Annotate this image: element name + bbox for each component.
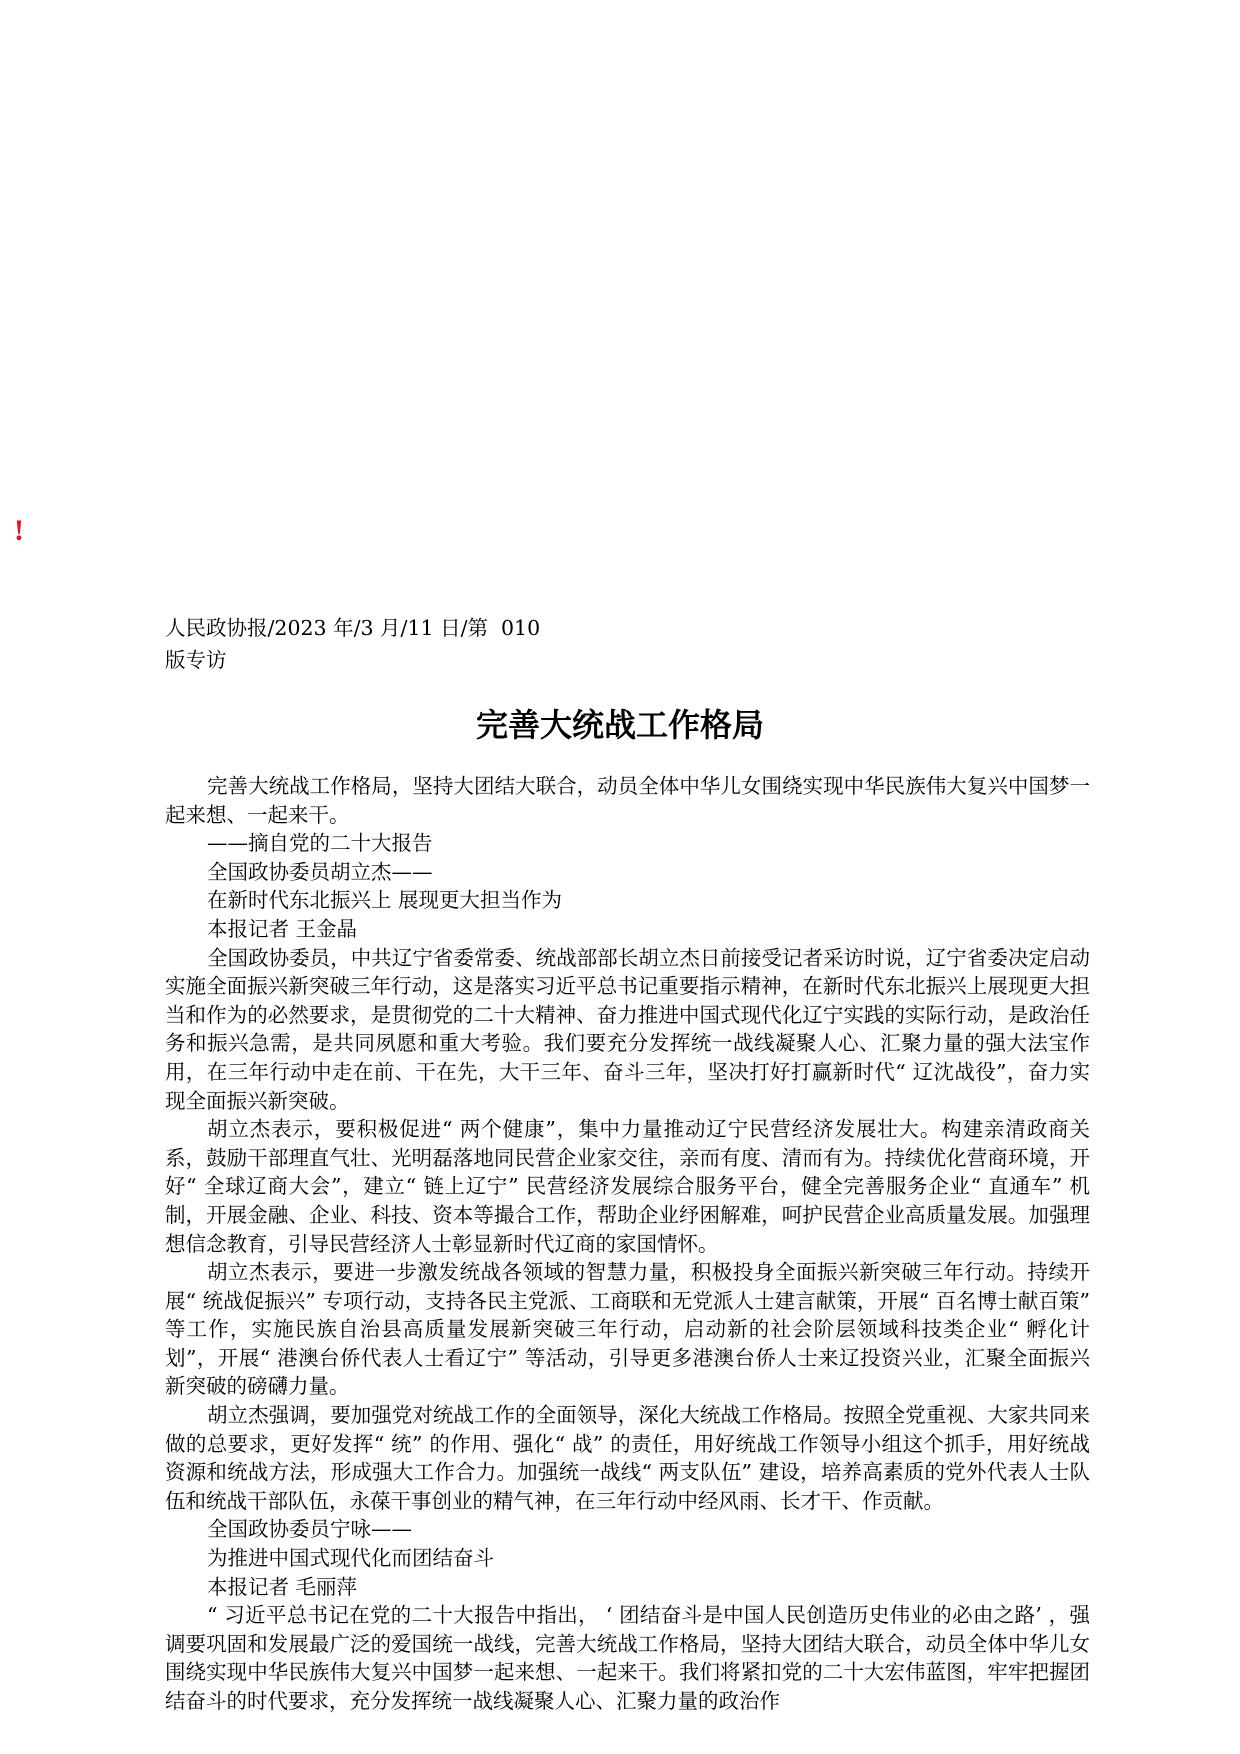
paragraph: 全国政协委员宁咏—— (207, 1517, 412, 1542)
paragraph: 本报记者 毛丽萍 (207, 1574, 358, 1599)
article-title: 完善大统战工作格局 (475, 706, 764, 744)
source-line: 人民政协报/2023 年/3 月/11 日/第 010 (165, 616, 541, 640)
paragraph: 本报记者 王金晶 (207, 916, 358, 941)
article-body (165, 772, 1090, 1716)
paragraph: 在新时代东北振兴上 展现更大担当作为 (207, 888, 563, 913)
paragraph: 完善大统战工作格局，坚持大团结大联合，动员全体中华儿女围绕实现中华民族伟大复兴中国梦一起来想、一起来干。 (165, 774, 1090, 827)
paragraph: 胡立杰表示，要进一步激发统战各领域的智慧力量，积极投身全面振兴新突破三年行动。持续开展“ 统战促振兴” 专项行动，支持各民主党派、工商联和无党派人士建言献策，开展“ 百名博士献百策” 等工作，实施民族自治县高质量发展新突破三年行动，启动新的社会阶层领域科技类企业“ 孵化计划”，开展“ 港澳台侨代表人士看辽宁” 等活动，引导更多港澳台侨人士来辽投资兴业，汇聚全面振兴新突破的磅礴力量。 (165, 1260, 1090, 1399)
paragraph: 全国政协委员胡立杰—— (207, 859, 433, 884)
source-line-continued: 版专访 (165, 648, 227, 672)
paragraph: 胡立杰强调，要加强党对统战工作的全面领导，深化大统战工作格局。按照全党重视、大家共同来做的总要求，更好发挥“ 统” 的作用、强化“ 战” 的责任，用好统战工作领导小组这个抓手，用好统战资源和统战方法，形成强大工作合力。加强统一战线“ 两支队伍” 建设，培养高素质的党外代表人士队伍和统战干部队伍，永葆干事创业的精气神，在三年行动中经风雨、长才干、作贡献。 (165, 1403, 1090, 1513)
exclamation-mark: ! (14, 514, 24, 547)
paragraph: ——摘自党的二十大报告 (207, 831, 433, 856)
paragraph: 为推进中国式现代化而团结奋斗 (207, 1546, 494, 1571)
paragraph: 胡立杰表示，要积极促进“ 两个健康”，集中力量推动辽宁民营经济发展壮大。构建亲清政商关系，鼓励干部理直气壮、光明磊落地同民营企业家交往，亲而有度、清而有为。持续优化营商环境，开好“ 全球辽商大会”，建立“ 链上辽宁” 民营经济发展综合服务平台，健全完善服务企业“ 直通车” 机制，开展金融、企业、科技、资本等撮合工作，帮助企业纾困解难，呵护民营企业高质量发展。加强理想信念教育，引导民营经济人士彰显新时代辽商的家国情怀。 (165, 1117, 1090, 1256)
paragraph: “ 习近平总书记在党的二十大报告中指出， ‘ 团结奋斗是中国人民创造历史伟业的必由之路’ ，强调要巩固和发展最广泛的爱国统一战线，完善大统战工作格局，坚持大团结大联合，动员全体中华儿女围绕实现中华民族伟大复兴中国梦一起来想、一起来干。我们将紧扣党的二十大宏伟蓝图，牢牢把握团结奋斗的时代要求，充分发挥统一战线凝聚人心、汇聚力量的政治作 (165, 1603, 1090, 1713)
paragraph: 全国政协委员，中共辽宁省委常委、统战部部长胡立杰日前接受记者采访时说，辽宁省委决定启动实施全面振兴新突破三年行动，这是落实习近平总书记重要指示精神，在新时代东北振兴上展现更大担当和作为的必然要求，是贯彻党的二十大精神、奋力推进中国式现代化辽宁实践的实际行动，是政治任务和振兴急需，是共同夙愿和重大考验。我们要充分发挥统一战线凝聚人心、汇聚力量的强大法宝作用，在三年行动中走在前、干在先，大干三年、奋斗三年，坚决打好打赢新时代“ 辽沈战役”，奋力实现全面振兴新突破。 (165, 945, 1090, 1113)
